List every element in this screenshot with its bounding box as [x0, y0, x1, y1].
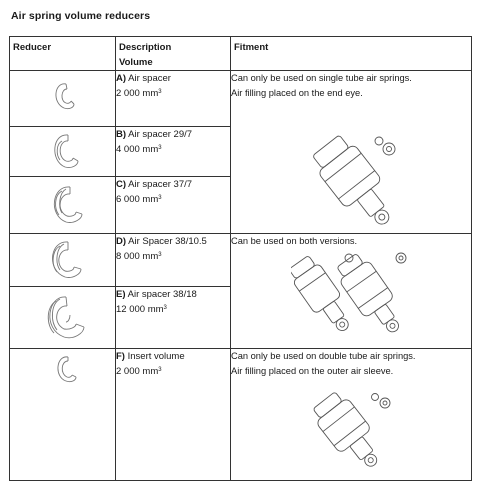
- ring-icon: [10, 71, 116, 127]
- dual-shock-icon: [291, 248, 415, 346]
- ring-icon: [10, 349, 116, 481]
- table-header-row: [10, 37, 472, 71]
- description-d: [116, 234, 231, 287]
- row-a-name: A) Air spacer: [116, 73, 171, 84]
- fitment-both-versions: [231, 234, 472, 349]
- ring-icon: [10, 234, 116, 287]
- row-f-volume: 2 000 $mm^3$: [116, 366, 162, 377]
- fitment-3-line1: Can only be used on double tube air springs.: [231, 351, 416, 361]
- row-e-volume: 12 000 $mm^3$: [116, 304, 167, 315]
- header-fitment: Fitment: [231, 37, 472, 71]
- ring-icon: [10, 287, 116, 349]
- row-a-volume: 2 000 $mm^3$: [116, 88, 162, 99]
- description-a: [116, 71, 231, 127]
- row-b-name: B) Air spacer 29/7: [116, 129, 193, 140]
- fitment-1-line2: Air filling placed on the end eye.: [231, 88, 363, 98]
- row-c-volume: 6 000 $mm^3$: [116, 194, 162, 205]
- double-tube-shock-icon: [301, 389, 411, 477]
- header-reducer: Reducer: [10, 37, 116, 71]
- description-b: [116, 127, 231, 177]
- ring-icon: [10, 177, 116, 234]
- single-tube-shock-icon: [301, 129, 411, 239]
- reducer-image-a: [10, 71, 116, 127]
- row-f-name: F) Insert volume: [116, 351, 185, 362]
- reducer-image-e: [10, 287, 116, 349]
- fitment-1-line1: Can only be used on single tube air springs.: [231, 73, 412, 83]
- row-c-name: C) Air spacer 37/7: [116, 179, 193, 190]
- reducer-image-b: [10, 127, 116, 177]
- description-f: [116, 349, 231, 481]
- fitment-3-line2: Air filling placed on the outer air sleeve.: [231, 366, 394, 376]
- table-row: [10, 234, 472, 287]
- header-description-line1: Description: [119, 42, 172, 53]
- row-b-volume: 4 000 $mm^3$: [116, 144, 162, 155]
- header-description: [116, 37, 231, 71]
- description-e: [116, 287, 231, 349]
- fitment-2-line1: Can be used on both versions.: [231, 236, 358, 246]
- reducer-image-f: [10, 349, 116, 481]
- table-row: [10, 71, 472, 127]
- reducer-image-d: [10, 234, 116, 287]
- page-title: Air spring volume reducers: [11, 10, 151, 22]
- row-d-name: D) Air Spacer 38/10.5: [116, 236, 207, 247]
- fitment-double-tube: [231, 349, 472, 481]
- ring-icon: [10, 127, 116, 177]
- reducer-image-c: [10, 177, 116, 234]
- fitment-single-tube: [231, 71, 472, 234]
- row-e-name: E) Air spacer 38/18: [116, 289, 197, 300]
- description-c: [116, 177, 231, 234]
- reducer-table: [9, 36, 472, 481]
- header-description-line2: Volume: [119, 57, 153, 68]
- row-d-volume: 8 000 $mm^3$: [116, 251, 162, 262]
- table-row: [10, 349, 472, 481]
